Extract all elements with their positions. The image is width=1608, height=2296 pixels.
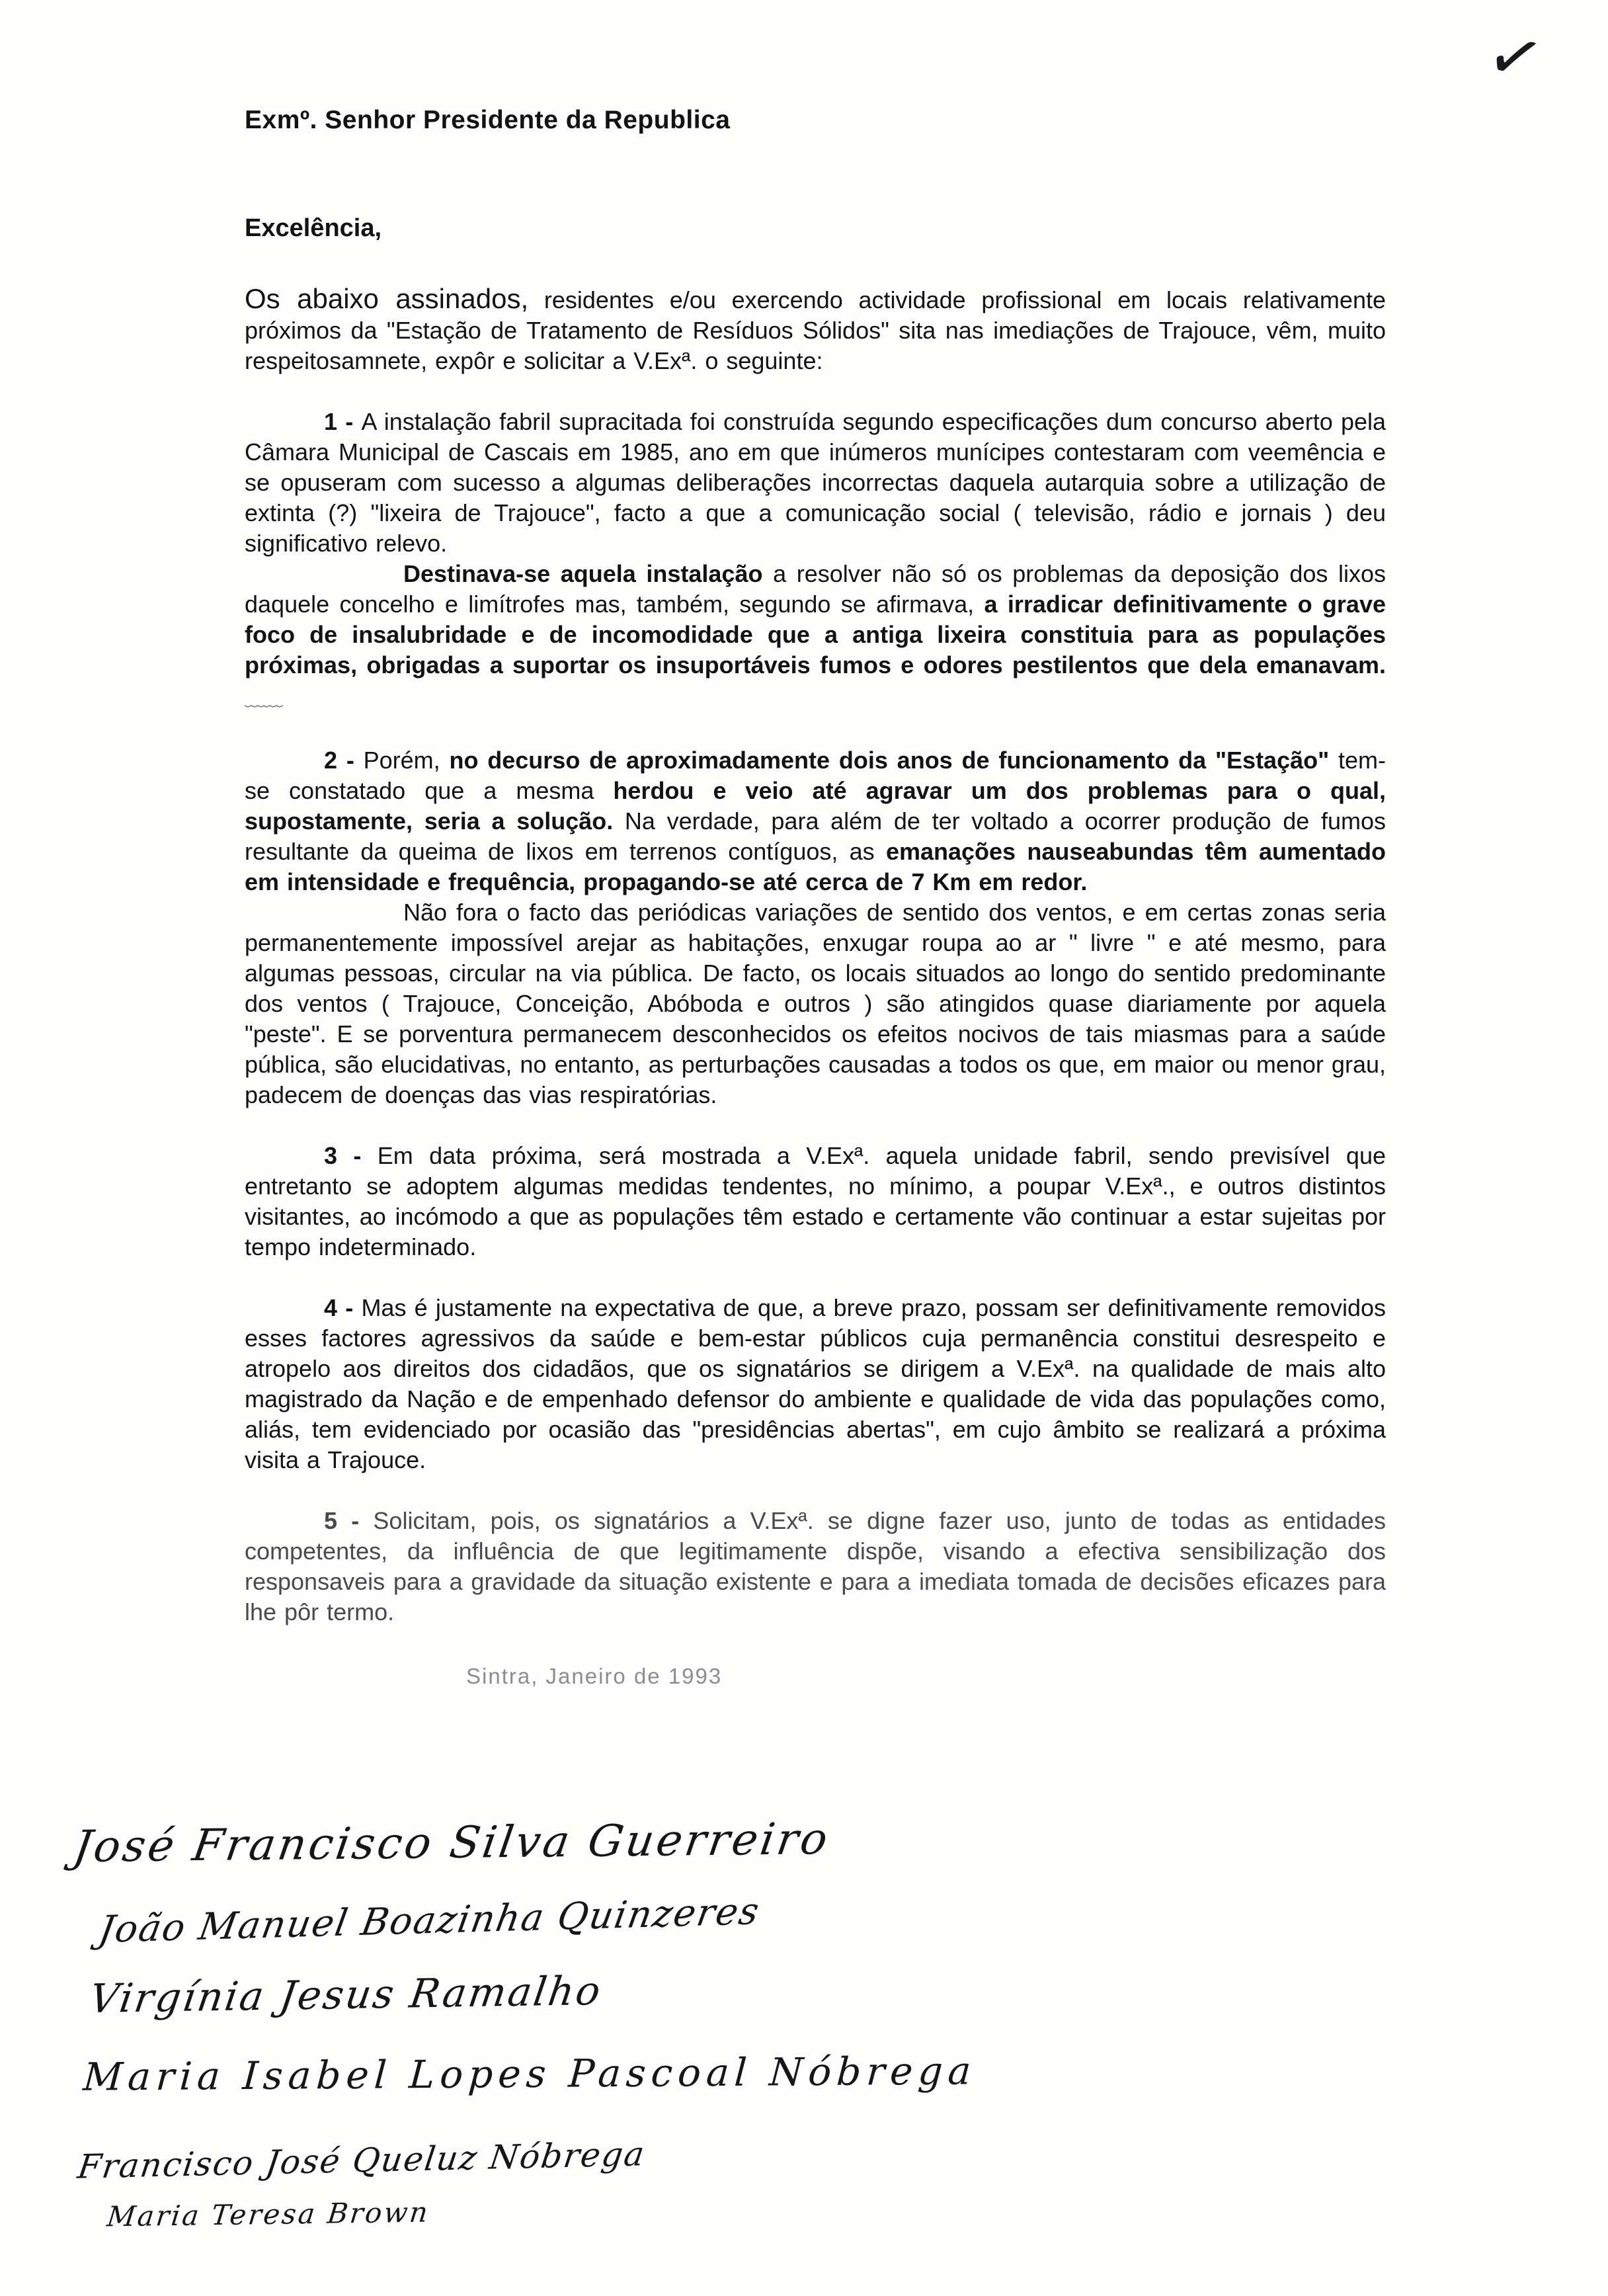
- text-run: 3 -: [324, 1142, 378, 1169]
- text-run: no decurso de aproximadamente dois anos de funcionamento da "Estação": [449, 747, 1330, 774]
- checkmark-icon: ✓: [1479, 13, 1552, 102]
- signature: Virgínia Jesus Ramalho: [87, 1967, 606, 2023]
- text-run: a irradicar definitivamente o grave foco de insalubridade e de incomodidade que a antiga lixeira constituia para as populações próximas, obrigadas a suportar os insuportáveis fumos e odores pestilentos que dela emanavam.: [245, 591, 1386, 678]
- paragraph: [245, 1141, 1386, 1262]
- paragraph: [245, 1506, 1386, 1627]
- letter-heading: Exmº. Senhor Presidente da Republica: [245, 106, 731, 134]
- letter-salutation: Excelência,: [245, 214, 382, 242]
- text-run: Em data próxima, será mostrada a V.Exª. aquela unidade fabril, sendo previsível que entretanto se adoptem algumas medidas tendentes, no mínimo, a poupar V.Exª., e outros distintos visitantes, ao incómodo a que as populações têm estado e certamente vão continuar a estar sujeitas por tempo indeterminado.: [245, 1142, 1386, 1260]
- paragraph: [245, 897, 1386, 1110]
- signatures: [0, 1805, 1608, 2295]
- text-run: residentes e/ou exercendo actividade profissional em locais relativamente próximos da "Estação de Tratamento de Resíduos Sólidos" sita nas imediações de Trajouce, vêm, muito respeitosamnete, expôr e solicitar a V.Exª. o seguinte:: [245, 286, 1386, 374]
- paragraph: [245, 284, 1386, 376]
- text-run: a resolver não só os problemas da deposição dos lixos daquele concelho e limítrofes mas, também, segundo se afirmava,: [245, 560, 1387, 618]
- letter-paragraphs: [245, 284, 1386, 1627]
- text-run: A instalação fabril supracitada foi construída segundo especificações dum concurso aberto pela Câmara Municipal de Cascais em 1985, ano em que inúmeros munícipes contestaram com veemência e se opuseram com sucesso a algumas deliberações incorrectas daquela autarquia sobre a utilização de extinta (?) "lixeira de Trajouce", facto a que a comunicação social ( televisão, rádio e jornais ) deu significativo relevo.: [245, 408, 1387, 557]
- text-run: emanações nauseabundas têm aumentado em intensidade e frequência, propagando-se até cerca de 7 Km em redor.: [245, 838, 1386, 895]
- text-run: 4 -: [324, 1294, 362, 1321]
- paragraph: [245, 1293, 1386, 1475]
- signature: Francisco José Queluz Nóbrega: [75, 2135, 648, 2186]
- text-run: Não fora o facto das periódicas variações de sentido dos ventos, e em certas zonas seria permanentemente impossível arejar as habitações, enxugar roupa ao ar " livre " e até mesmo, para algumas pessoas, circular na via pública. De facto, os locais situados ao longo do sentido predominante dos ventos ( Trajouce, Conceição, Abóboda e outros ) são atingidos quase diariamente por aquela "peste". E se porventura permanecem desconhecidos os efeitos nocivos de tais miasmas para a saúde pública, são elucidativas, no entanto, as perturbações causadas a todos os que, em maior ou menor grau, padecem de doenças das vias respiratórias.: [245, 899, 1386, 1108]
- text-run: 2 -: [324, 747, 364, 774]
- document-page: [245, 106, 1386, 1689]
- signature: Maria Isabel Lopes Pascoal Nóbrega: [81, 2048, 978, 2100]
- text-run: tem-se constatado que a mesma: [245, 747, 1386, 804]
- paragraph: [245, 559, 1386, 715]
- text-run: 5 -: [324, 1507, 374, 1534]
- text-run: herdou e veio até agravar um dos problemas para o qual, supostamente, seria a solução.: [245, 777, 1386, 835]
- text-run: Na verdade, para além de ter voltado a ocorrer produção de fumos resultante da queima de lixos em terrenos contíguos, as: [245, 807, 1387, 865]
- text-run: Os abaixo assinados,: [245, 283, 529, 314]
- signature: Maria Teresa Brown: [105, 2195, 432, 2233]
- text-run: ﹏﹏: [245, 688, 282, 710]
- text-run: 1 -: [324, 408, 362, 435]
- signature: José Francisco Silva Guerreiro: [70, 1813, 834, 1873]
- letter-dateline: Sintra, Janeiro de 1993: [466, 1664, 723, 1688]
- paragraph: [245, 407, 1386, 559]
- text-run: Solicitam, pois, os signatários a V.Exª. se digne fazer uso, junto de todas as entidades competentes, da influência de que legitimamente dispõe, visando a efectiva sensibilização dos responsaveis para a gravidade da situação existente e para a imediata tomada de decisões eficazes para lhe pôr termo.: [245, 1507, 1386, 1625]
- text-run: Mas é justamente na expectativa de que, a breve prazo, possam ser definitivamente removidos esses factores agressivos da saúde e bem-estar públicos cuja permanência constitui desrespeito e atropelo aos direitos dos cidadãos, que os signatários se dirigem a V.Exª. na qualidade de mais alto magistrado da Nação e de empenhado defensor do ambiente e qualidade de vida das populações como, aliás, tem evidenciado por ocasião das "presidências abertas", em cujo âmbito se realizará a próxima visita a Trajouce.: [245, 1294, 1386, 1473]
- text-run: Porém,: [363, 747, 450, 774]
- text-run: Destinava-se aquela instalação: [403, 560, 763, 587]
- signature: João Manuel Boazinha Quinzeres: [95, 1889, 764, 1952]
- paragraph: [245, 745, 1386, 897]
